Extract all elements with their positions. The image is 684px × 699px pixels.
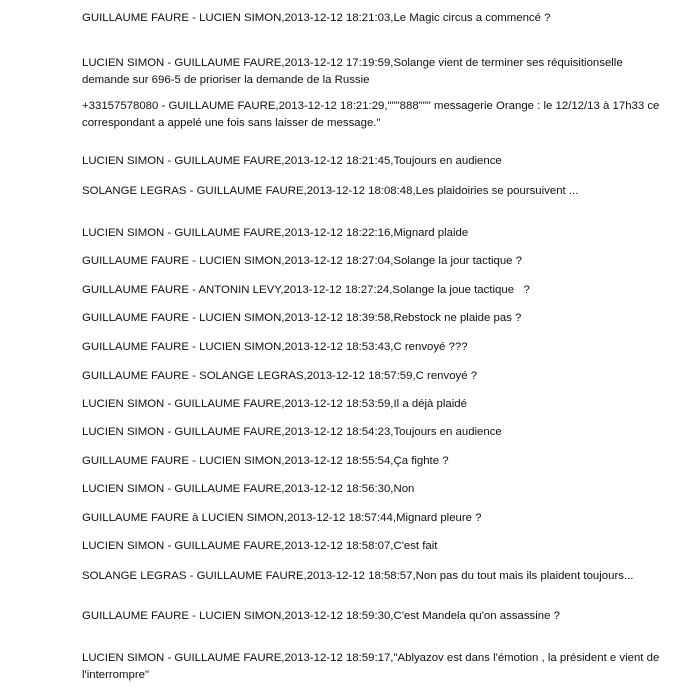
message-entry: +33157578080 - GUILLAUME FAURE,2013-12-12 18:21:29,"""888""" messagerie Orange : le 12/12/13 à 17h33 ce correspondant a appelé une fois sans laisser de message." <box>82 100 663 129</box>
message-entry: LUCIEN SIMON - GUILLAUME FAURE,2013-12-12 18:54:23,Toujours en audience <box>82 426 502 438</box>
message-entry: GUILLAUME FAURE - LUCIEN SIMON,2013-12-12 18:21:03,Le Magic circus a commencé ? <box>82 12 551 24</box>
message-entry: LUCIEN SIMON - GUILLAUME FAURE,2013-12-12 17:19:59,Solange vient de terminer ses réquisitionselle demande sur 696-5 de prioriser la demande de la Russie <box>82 57 626 86</box>
message-entry: SOLANGE LEGRAS - GUILLAUME FAURE,2013-12-12 18:08:48,Les plaidoiries se poursuivent ... <box>82 185 579 197</box>
message-entry: LUCIEN SIMON - GUILLAUME FAURE,2013-12-12 18:56:30,Non <box>82 483 415 495</box>
message-entry: LUCIEN SIMON - GUILLAUME FAURE,2013-12-12 18:22:16,Mignard plaide <box>82 227 469 239</box>
message-entry: GUILLAUME FAURE - LUCIEN SIMON,2013-12-12 18:59:30,C'est Mandela qu'on assassine ? <box>82 610 560 622</box>
message-entry: LUCIEN SIMON - GUILLAUME FAURE,2013-12-12 18:53:59,Il a déjà plaidé <box>82 398 467 410</box>
message-entry: LUCIEN SIMON - GUILLAUME FAURE,2013-12-12 18:59:17,"Ablyazov est dans l'émotion , la président e vient de l'interrompre" <box>82 652 663 681</box>
message-entry: LUCIEN SIMON - GUILLAUME FAURE,2013-12-12 18:21:45,Toujours en audience <box>82 155 502 167</box>
message-entry: GUILLAUME FAURE - ANTONIN LEVY,2013-12-12 18:27:24,Solange la joue tactique ? <box>82 284 530 296</box>
message-entry: SOLANGE LEGRAS - GUILLAUME FAURE,2013-12-12 18:58:57,Non pas du tout mais ils plaident toujours... <box>82 570 634 582</box>
message-entry: GUILLAUME FAURE à LUCIEN SIMON,2013-12-12 18:57:44,Mignard pleure ? <box>82 512 482 524</box>
message-entry: GUILLAUME FAURE - LUCIEN SIMON,2013-12-12 18:39:58,Rebstock ne plaide pas ? <box>82 312 522 324</box>
document-page <box>82 0 672 699</box>
message-entry: GUILLAUME FAURE - LUCIEN SIMON,2013-12-12 18:55:54,Ça fighte ? <box>82 455 449 467</box>
message-entry: GUILLAUME FAURE - LUCIEN SIMON,2013-12-12 18:27:04,Solange la jour tactique ? <box>82 255 523 267</box>
message-entry: GUILLAUME FAURE - LUCIEN SIMON,2013-12-12 18:53:43,C renvoyé ??? <box>82 341 468 353</box>
message-entry: GUILLAUME FAURE - SOLANGE LEGRAS,2013-12-12 18:57:59,C renvoyé ? <box>82 370 478 382</box>
message-entry: LUCIEN SIMON - GUILLAUME FAURE,2013-12-12 18:58:07,C'est fait <box>82 540 438 552</box>
